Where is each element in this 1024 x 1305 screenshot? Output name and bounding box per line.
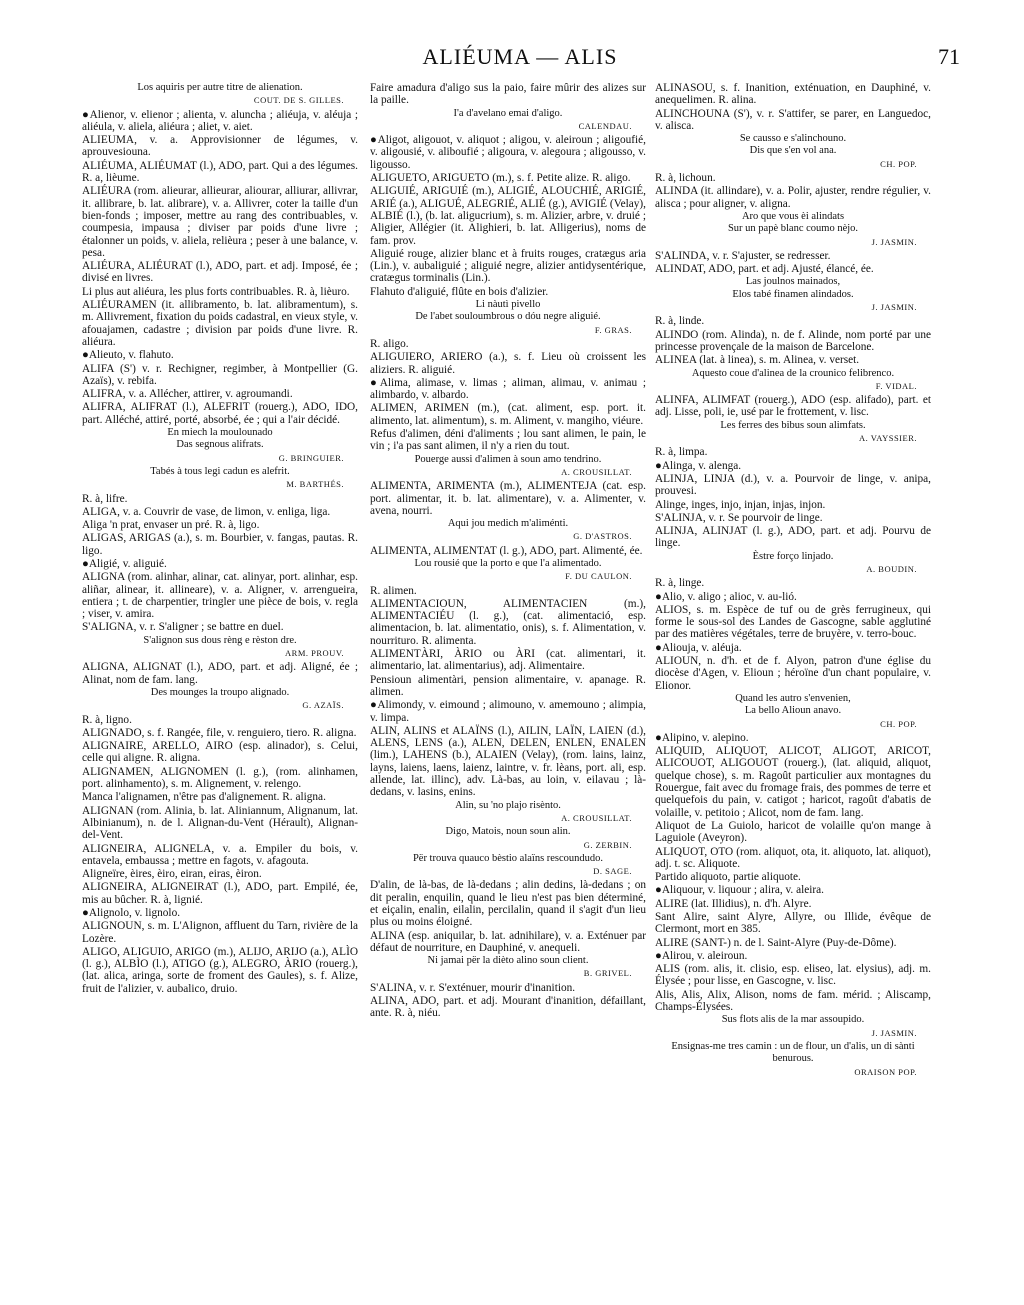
attribution: M. BARTHÉS. [286,479,344,490]
entry: ALIS (rom. alis, it. clisio, esp. eliseo, lat. elysius), adj. m. Élysée ; pour lisse, en Gascogne, v. lisc. [655,963,931,988]
entry: ALIGNOUN, s. m. L'Alignon, affluent du Tarn, rivière de la Lozère. [82,920,358,945]
entry: ●Alima, alimase, v. limas ; aliman, alimau, v. animau ; alimbardo, v. albardo. [370,376,646,402]
attribution: J. JASMIN. [871,1027,917,1038]
entry: ●Alignolo, v. lignolo. [82,907,181,919]
entry: ALIGNEIRA, ALIGNEIRAT (l.), ADO, part. Empilé, ée, mis au bûcher. R. à, lignié. [82,881,358,906]
entry: ALIÉURA (rom. alieurar, allieurar, aliourar, alliurar, allivrar, it. allibrare, b. lat. alibrare), v. a. Allivrer, coter la taille d'un bien-fonds ; imposer, mettre au rang des contribuables, v. coumpesia, impausa ; diviser par poids d'une livre ; étalonner un poids, v. aliela, relièura ; peser à une balance, v. pesa. [82,185,358,259]
entry: ALIRE (lat. Illidius), n. d'h. Alyre. [655,897,812,910]
entry: ●Alienor, v. elienor ; alienta, v. aluncha ; aliéuja, v. aléuja ; aliéula, v. aliela, aliéura ; aliet, v. aiet. [82,108,358,133]
quotation: Dis que s'en vol ana. [749,145,837,157]
entry: Pensioun alimentàri, pension alimentaire, v. apanage. R. alimen. [370,673,646,698]
entry: ALIÉUMA, ALIÉUMAT (l.), ADO, part. Qui a des légumes. R. a, lièume. [82,159,358,185]
entry: R. à, linde. [655,315,705,328]
quotation: Li nàutì pivello [475,299,541,311]
entry: ALIMENTA, ARIMENTA (m.), ALIMENTEJA (cat. esp. port. alimentar, it. b. lat. alimentare), v. a. Alimenter, v. avena, nourri. [370,480,646,517]
attribution: F. GRAS. [594,324,632,335]
quotation: Ensignas-me tres camin : un de flour, un d'alis, un di sànti benurous. [671,1040,915,1065]
entry: ALIOUN, n. d'h. et de f. Alyon, patron d'une église du diocèse d'Agen, v. Elioun ; héroïne d'un chant populaire, v. Elionor. [655,655,931,692]
entry: ALIGUETO, ARIGUETO (m.), s. f. Petite alize. R. aligo. [370,172,631,185]
entry: ●Alimondy, v. eimound ; alimouno, v. amemouno ; alimpia, v. limpa. [370,699,646,724]
entry: Manca l'alignamen, n'être pas d'alignement. R. aligna. [82,791,326,804]
entry: Alinge, inges, injo, injan, injas, injon. [655,498,826,511]
entry: Partido aliquoto, partie aliquote. [655,871,801,884]
entry: ALINA (esp. aniquilar, b. lat. adnihilare), v. a. Exténuer par défaut de nourriture, en Dauphiné, v. anequeli. [370,929,646,954]
quotation: Për trouva quauco bèstio alaïns rescoundudo. [412,852,604,864]
entry: Aligneïre, èires, èiro, eiran, eiras, èiron. [82,868,262,881]
attribution: ARM. PROUV. [285,648,344,659]
attribution: B. GRIVEL. [583,968,632,979]
attribution: G. AZAÏS. [302,700,344,711]
quotation: Les ferres des bibus soun alimfats. [720,419,866,431]
entry: ●Aligié, v. aliguié. [82,557,167,570]
entry: ALIGO, ALIGUIO, ARIGO (m.), ALIJO, ARIJO (a.), ALÌO (l. g.), ALBÌO (l.), ATIGO (g.), ALEGRO, ÀRIO (rouerg.), (lat. alica, aringa, sorte de froment des Gaules), s. f. Alize, fruit de l'alizier, v. aubalico, druio. [82,945,358,995]
entry: ALINCHOUNA (S'), v. r. S'attifer, se parer, en Languedoc, v. alisca. [655,107,931,132]
entry: ALIGNA (rom. alinhar, alinar, cat. alinyar, port. alinhar, esp. aliñar, alinear, it. allineare), v. a. Aligner, v. arrengueira, entiera ; t. de charpentier, tringler une pièce de bois, v. regla ; viser, v. amira. [82,571,358,621]
entry: S'ALINDA, v. r. S'ajuster, se redresser. [655,249,831,262]
entry: ●Aliouja, v. aléuja. [655,641,742,654]
entry: R. à, limpa. [655,446,708,459]
entry: Aliquot de La Guiolo, haricot de volaille qu'on mange à Laguiole (Aveyron). [655,819,931,845]
entry: ●Aligot, aligouot, v. aliquot ; aligou, v. aleiroun ; aligoufié, v. aligousié, v. aliboufié ; aligoura, v. alegoura ; aligousso, v. ligousso. [370,134,646,171]
entry: R. à, lifre. [82,492,128,505]
quotation: Aro que vous èi alindats [741,210,845,222]
entry: Aliguié rouge, alizier blanc et à fruits rouges, cratægus aria (Lin.), v. aubaliguié ; aliguié negre, alizier antidysentérique, cratægus torminalis (Lin.). [370,247,646,285]
entry: ●Alinga, v. alenga. [655,459,742,472]
quotation: La bello Alioun anavo. [744,705,842,717]
entry: Li plus aut aliéura, les plus forts contribuables. R. à, lièuro. [82,285,350,298]
attribution: F. VIDAL. [875,380,917,391]
quotation: I'a d'avelano emai d'aligo. [453,107,563,119]
quotation: Aquesto coue d'alinea de la crounico felibrenco. [691,367,895,379]
quotation: Lou rousié que la porto e que l'a alimentado. [414,557,602,569]
entry: ●Alio, v. aligo ; alioc, v. au-lió. [655,590,797,603]
quotation: Pouerge aussi d'alimen à soun amo tendrino. [414,453,602,465]
quotation: Se causso e s'alinchouno. [739,133,847,145]
quotation: Des mounges la troupo alignado. [150,686,290,698]
entry: ALIRE (SANT-) n. de l. Saint-Alyre (Puy-de-Dôme). [655,936,897,949]
column-2 [370,82,646,1021]
entry: ALIMENTA, ALIMENTAT (l. g.), ADO, part. Alimenté, ée. [370,544,643,557]
entry: ALIGNA, ALIGNAT (l.), ADO, part. et adj. Aligné, ée ; Alinat, nom de fam. lang. [82,661,358,686]
entry: ALIQUOT, OTO (rom. aliquot, ota, it. aliquoto, lat. aliquot), adj. t. sc. Aliquote. [655,845,931,870]
entry: Alis, Alis, Alix, Alison, noms de fam. mérid. ; Aliscamp, Champs-Élysées. [655,988,931,1014]
entry: ALIGUIÉ, ARIGUIÉ (m.), ALIGIÉ, ALOUCHIÉ, ARIGIÉ, ARIÉ (a.), ALIGUÉ, ALEGRIÉ, ALIÉ (g.), AVIGIÉ (Velay), ALBIÉ (l.), (b. lat. aligucrium), s. m. Alizier, arbre, v. druié ; Aligier, Allégier (it. Alighieri, b. lat. Alligerius), noms de fam. prov. [370,185,646,247]
entry: ●Aliquour, v. liquour ; alira, v. aleira. [655,884,824,897]
entry: Sant Alire, saint Alyre, Allyre, ou Illide, évêque de Clermont, mort en 385. [655,911,931,936]
quotation: Sur un papè blanc coumo nèjo. [727,223,859,235]
entry: R. à, lichoun. [655,172,716,185]
attribution: CALENDAU. [578,120,632,131]
entry: ALINDA (it. allindare), v. a. Polir, ajuster, rendre régulier, v. alisca ; pour aligner, v. aligna. [655,185,931,210]
quotation: Das segnous alifrats. [176,439,264,451]
attribution: A. CROUSILLAT. [561,812,632,823]
quotation: Aqui jou medich m'aliménti. [447,518,569,530]
entry: Flahuto d'aliguié, flûte en bois d'alizier. [370,285,549,298]
entry: S'ALIGNA, v. r. S'aligner ; se battre en duel. [82,621,284,634]
entry: ALIGNAMEN, ALIGNOMEN (l. g.), (rom. alinhamen, port. alinhamento), s. m. Alignement, v. relengo. [82,765,358,791]
entry: ALIGAS, ARIGAS (a.), s. m. Bourbier, v. fangas, pautas. R. ligo. [82,532,358,557]
attribution: J. JASMIN. [871,302,917,313]
entry: ALIGA, v. a. Couvrir de vase, de limon, v. enliga, liga. [82,505,331,518]
column-1 [82,82,358,996]
entry: ALINFA, ALIMFAT (rouerg.), ADO (esp. alifado), part. et adj. Lisse, poli, ie, usé par le frottement, v. lisc. [655,394,931,419]
attribution: G. ZERBIN. [583,839,632,850]
entry: R. à, linge. [655,577,705,590]
entry: ALIÉURA, ALIÉURAT (l.), ADO, part. et adj. Imposé, ée ; divisé en livres. [82,260,358,285]
entry: ALIFRA, ALIFRAT (l.), ALEFRIT (rouerg.), ADO, IDO, part. Alléché, attiré, porté, absorbé, ée ; qui a l'air décidé. [82,401,358,426]
attribution: ORAISON POP. [854,1066,917,1077]
entry: ●Alieuto, v. flahuto. [82,349,174,362]
quotation: En miech la moulounado [167,427,273,439]
entry: ALIMENTÀRI, ÀRIO ou ÀRI (cat. alimentari, it. alimentario, lat. alimentarius), adj. Alimentaire. [370,648,646,673]
entry: R. à, ligno. [82,713,132,726]
attribution: A. CROUSILLAT. [561,466,632,477]
entry: ALIQUID, ALIQUOT, ALICOT, ALIGOT, ARICOT, ALICOUOT, ALIGOUOT (rouerg.), (lat. aliquid, aliquot, quelque chose), s. m. Ragoût particulier aux montagnes du Rouergue, fait avec du fromage frais, des pommes de terre et quelquefois du pain, v. catigot ; haricot, ragoût d'abatis de volaille, v. petitoio ; Alicot, nom de fam. lang. [655,745,931,819]
entry: D'alin, de là-bas, de là-dedans ; alin dedins, là-dedans ; on dit peralin, enquilin, quand le lieu n'est pas bien déterminé, et eiçalin, enalin, eilalin, percilalin, quand il s'agit d'un lieu plus ou moins éloigné. [370,879,646,929]
quotation: Las joulnos mainados, [745,276,841,288]
quotation: Sus flots alis de la mar assoupido. [721,1014,865,1026]
quotation: Èstre forço linjado. [752,550,834,562]
entry: ALINJA, ALINJAT (l. g.), ADO, part. et adj. Pourvu de linge. [655,525,931,550]
attribution: COUT. DE S. GILLES. [253,95,344,106]
entry: ALINASOU, s. f. Inanition, exténuation, en Dauphiné, v. anequelimen. R. alina. [655,82,931,107]
entry: R. alimen. [370,584,417,597]
entry: ALIMEN, ARIMEN (m.), (cat. aliment, esp. port. it. alimento, lat. alimentum), s. m. Aliment, v. mangiho, viéure. [370,402,646,427]
entry: ALIFA (S') v. r. Rechigner, regimber, à Montpellier (G. Azaïs), v. rebifa. [82,362,358,387]
entry: ALIGNEIRA, ALIGNELA, v. a. Empiler du bois, v. entavela, embaussa ; mettre en fagots, v. afagouta. [82,842,358,867]
running-header [80,44,960,72]
entry: ●Alirou, v. aleiroun. [655,949,748,962]
quotation: Alin, su 'no plajo risènto. [455,799,561,811]
entry: ALIÉURAMEN (it. allibramento, b. lat. alibramentum), s. m. Allivrement, fixation du poids cadastral, en vieux style, v. afouajamen, cadastre ; division par poids d'une livre. R. aliéura. [82,299,358,348]
attribution: CH. POP. [880,158,917,169]
entry: S'ALINJA, v. r. Se pourvoir de linge. [655,511,823,524]
attribution: CH. POP. [880,718,917,729]
page-number: 71 [938,44,960,69]
entry: Faire amadura d'aligo sus la paio, faire mûrir des alizes sur la paille. [370,82,646,107]
quotation: Digo, Matois, noun soun alin. [445,826,571,838]
entry: ALIEUMA, v. a. Approvisionner de légumes, v. aprouvesiouna. [82,134,358,159]
page-title: ALIÉUMA — ALIS [422,44,618,69]
entry: ALINJA, LINJA (d.), v. a. Pourvoir de linge, v. anipa, prouvesi. [655,472,931,498]
entry: R. aligo. [370,337,409,350]
entry: ALIGUIERO, ARIERO (a.), s. f. Lieu où croissent les aliziers. R. aliguié. [370,351,646,376]
attribution: J. JASMIN. [871,236,917,247]
attribution: D. SAGE. [593,866,632,877]
entry: ALIN, ALINS et ALAÏNS (l.), AILIN, LAÏN, LAIEN (d.), ALENS, LENS (a.), ALEN, DELEN, ENLEN, ENALEN (lim.), LAHENS (b.), ALAIEN (Velay), (rom. lains, lainz, layns, laiens, laens, laienz, laintre, v. fr. lèans, port. ali, esp. allende, lat. illinc), adv. Là-bas, au loin, v. eilavau ; là-dedans, v. lasins, enins. [370,724,646,799]
quotation: Quand les autro s'envenien, [735,692,851,704]
quotation: S'alignon sus dous rèng e rèston dre. [143,634,297,646]
column-3 [655,82,931,1080]
quotation: Tabés à tous legi cadun es alefrit. [150,465,290,477]
attribution: A. VAYSSIER. [858,433,917,444]
entry: ALINEA (lat. à linea), s. m. Alinea, v. verset. [655,354,860,367]
entry: Aliga 'n prat, envaser un pré. R. à, ligo. [82,519,260,532]
entry: ALINDAT, ADO, part. et adj. Ajusté, élancé, ée. [655,263,874,276]
entry: ALIGNAN (rom. Alinia, b. lat. Aliniannum, Alignanum, lat. Albinianum), n. de l. Alignan-du-Vent (Hérault), Alignan-del-Vent. [82,804,358,842]
quotation: De l'abet souloumbrous o dóu negre aliguié. [415,311,601,323]
entry: ALINA, ADO, part. et adj. Mourant d'inanition, défaillant, ante. R. à, niéu. [370,995,646,1020]
entry: ●Alipino, v. alepino. [655,731,749,744]
attribution: G. D'ASTROS. [573,531,632,542]
entry: ALINDO (rom. Alinda), n. de f. Alinde, nom porté par une princesse provençale de la maison de Barcelone. [655,328,931,353]
entry: ALIGNAIRE, ARELLO, AIRO (esp. alinador), s. Celui, celle qui aligne. R. aligna. [82,740,358,765]
quotation: Ni jamai për la dièto alino soun client. [427,955,589,967]
attribution: G. BRINGUIER. [278,452,344,463]
attribution: A. BOUDIN. [866,563,917,574]
quotation: Los aquiris per autre titre de alienation. [137,82,303,93]
entry: Refus d'alimen, déni d'aliments ; lou sant alimen, le pain, le vin ; i'a pas sant alimen, il n'y a rien du tout. [370,428,646,453]
entry: ALIGNADO, s. f. Rangée, file, v. renguiero, tiero. R. aligna. [82,726,357,739]
entry: S'ALINA, v. r. S'exténuer, mourir d'inanition. [370,981,576,994]
entry: ALIOS, s. m. Espèce de tuf ou de grès ferrugineux, qui forme le sous-sol des Landes de Gascogne, sable agglutiné par des matières végétales, terre de bruyère, v. terro-bouc. [655,603,931,641]
quotation: Elos tabé finamen alindados. [732,288,854,300]
entry: ALIFRA, v. a. Allécher, attirer, v. agroumandi. [82,388,293,401]
entry: ALIMENTACIOUN, ALIMENTACIEN (m.), ALIMENTACIÉU (l. g.), (cat. alimentació, esp. alimentacion, b. lat. alimentatio, onis), s. f. Alimentation, v. nourrituro. R. alimenta. [370,597,646,647]
attribution: F. DU CAULON. [565,571,632,582]
